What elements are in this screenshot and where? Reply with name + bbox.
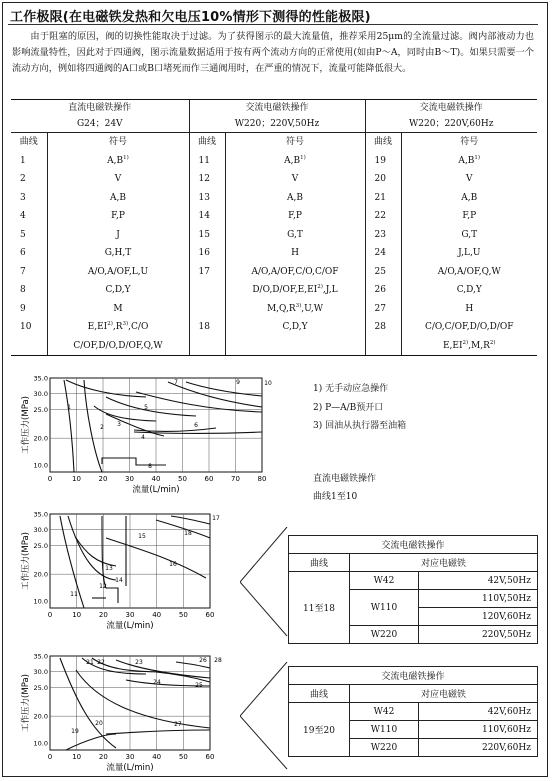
symbol-text: V: [466, 174, 473, 184]
symbol-text: J: [116, 229, 120, 240]
footnote-mark: 2): [462, 339, 469, 346]
ac50-title: 交流电磁铁操作: [289, 536, 538, 554]
ac50-spec: 120V,60Hz: [419, 608, 538, 626]
curve-cell: 15: [189, 226, 225, 245]
limit-curve: [136, 392, 262, 412]
x-tick-label: 70: [231, 475, 240, 483]
ac60-spec: 42V,60Hz: [419, 703, 538, 721]
footnote-mark: 3): [295, 302, 302, 309]
symbol-text: A,B: [461, 192, 478, 203]
symbol-text: A,B: [284, 155, 301, 166]
symbol-cell: [225, 281, 365, 300]
curve-label: 24: [153, 679, 161, 686]
x-tick-label: 40: [152, 753, 162, 761]
curve-cell: 16: [189, 244, 225, 263]
symbol-cell: [47, 318, 189, 337]
ac50-head-magnet: 对应电磁铁: [350, 554, 538, 572]
symbol-text: G,T: [461, 229, 478, 240]
header-curve: 曲线: [189, 133, 225, 152]
symbol-text: G,H,T: [104, 248, 132, 258]
limit-curve: [134, 432, 262, 434]
pointer-arrow: [240, 527, 288, 637]
dc-limits-chart: [6, 372, 286, 502]
symbol-text: H: [291, 248, 299, 258]
x-axis-title: 流量(L/min): [132, 485, 180, 495]
symbol-text: M,Q,R: [266, 303, 296, 314]
symbol-cell: [47, 189, 189, 208]
limit-curve: [66, 380, 146, 397]
symbol-cell: [47, 244, 189, 263]
symbol-cell: [47, 207, 189, 226]
intro-paragraph: 由于阻塞的原因，阀的切换性能取决于过滤。为了获得图示的最大流量值，推荐采用25μm的全流量过滤。阀内部液动力也影响流量特性，因此对于四通阀，图示流量数据适用于按有两个流动方向的正常使用(如由P～A，同时由B～T)。如果只需要一个流动方向，例如将四通阀的A口或B口堵死而作三通阀用时，在严重的情况下，流量可能降低很大。: [12, 31, 534, 74]
x-tick-label: 0: [47, 753, 53, 761]
curve-cell: 1: [20, 155, 26, 166]
symbol-cell: [225, 152, 365, 171]
symbol-cell: [47, 337, 189, 356]
symbol-text: M: [113, 303, 123, 314]
y-tick-label: 35.0: [33, 510, 48, 519]
curve-label: 26: [199, 657, 207, 664]
curve-label: 20: [95, 720, 103, 727]
symbol-cell: [47, 281, 189, 300]
ac60-head-magnet: 对应电磁铁: [350, 685, 538, 703]
curve-cell: 17: [189, 263, 225, 282]
curve-label: 16: [169, 561, 177, 568]
symbol-cell: [47, 300, 189, 319]
y-tick-label: 10.0: [33, 461, 48, 470]
note-1: 1) 无手动应急操作: [313, 384, 389, 394]
y-tick-label: 30.0: [33, 526, 48, 535]
curve-cell: [365, 337, 401, 356]
header-symbol: 符号: [225, 133, 365, 152]
y-axis-title: 工作压力(MPa): [21, 674, 31, 732]
pointer-arrow: [240, 662, 288, 770]
curve-cell: 11: [189, 152, 225, 171]
ac50-limits-chart: [6, 508, 231, 636]
ac50-code: W42: [350, 572, 419, 590]
header-symbol: 符号: [47, 133, 189, 152]
x-tick-label: 40: [152, 611, 162, 619]
x-axis-title: 流量(L/min): [106, 621, 154, 631]
symbol-text: ,M,R: [468, 340, 490, 351]
symbol-cell: [225, 170, 365, 189]
curve-label: 17: [212, 515, 220, 522]
title-rule: [8, 24, 538, 25]
footnote-mark: 2): [107, 321, 113, 327]
curve-label: 19: [71, 728, 79, 735]
curve-cell: 2: [20, 174, 26, 184]
limit-curve: [106, 538, 206, 578]
symbol-text: ,R: [112, 322, 123, 332]
symbol-cell: [401, 152, 537, 171]
group-sub-dc: G24；24V: [76, 119, 123, 129]
symbol-text: A,B: [458, 155, 475, 166]
footnote-mark: 3): [122, 321, 129, 327]
y-tick-label: 25.0: [33, 683, 48, 692]
ac50-spec: 42V,50Hz: [419, 572, 538, 590]
curve-cell: 13: [189, 189, 225, 208]
y-tick-label: 35.0: [33, 374, 48, 383]
curve-cell: 12: [189, 170, 225, 189]
x-tick-label: 80: [257, 475, 267, 483]
symbol-cell: [47, 152, 189, 171]
note-3: 3) 回油从执行器至油箱: [313, 421, 407, 431]
symbol-cell: [47, 170, 189, 189]
curve-cell: 22: [365, 207, 401, 226]
symbol-cell: [225, 300, 365, 319]
curve-label: 13: [105, 565, 113, 572]
ac60-title: 交流电磁铁操作: [289, 667, 538, 685]
ac50-magnet-table: [288, 535, 538, 644]
x-tick-label: 10: [72, 475, 81, 483]
curve-cell: 21: [365, 189, 401, 208]
curve-label: 9: [236, 379, 240, 386]
x-tick-label: 0: [47, 475, 53, 483]
curve-cell: 8: [20, 285, 26, 295]
y-tick-label: 25.0: [33, 541, 48, 550]
curve-cell: 14: [189, 207, 225, 226]
x-tick-label: 50: [178, 753, 188, 761]
symbol-text: H: [465, 303, 474, 314]
curve-cell: 3: [20, 192, 26, 203]
group-title-dc: 直流电磁铁操作: [11, 100, 189, 117]
curve-cell: 28: [365, 318, 401, 337]
y-tick-label: 10.0: [33, 739, 48, 748]
group-sub-ac50: W220；220V,50Hz: [189, 116, 365, 133]
curve-cell: [11, 337, 47, 356]
ac60-spec: 220V,60Hz: [419, 739, 538, 757]
y-tick-label: 20.0: [33, 434, 48, 443]
symbol-cell: [47, 226, 189, 245]
symbol-cell: [401, 337, 537, 356]
symbol-text: D/O,D/OF,E,EI: [252, 285, 318, 295]
y-axis-title: 工作压力(MPa): [21, 396, 31, 454]
x-tick-label: 10: [72, 753, 82, 761]
symbol-text: G,T: [287, 229, 303, 240]
symbol-text: C,D,Y: [282, 322, 308, 332]
ac60-limits-chart: [6, 650, 231, 778]
symbol-cell: [401, 263, 537, 282]
x-tick-label: 20: [98, 475, 108, 483]
group-title-ac60: 交流电磁铁操作: [365, 100, 537, 117]
symbol-cell: [401, 281, 537, 300]
curve-label: 18: [184, 530, 192, 537]
curve-cell: 5: [20, 229, 26, 240]
dc-info-line1: 直流电磁铁操作: [313, 474, 377, 484]
symbol-cell: [401, 300, 537, 319]
x-tick-label: 50: [178, 475, 187, 483]
ac60-code: W220: [350, 739, 419, 757]
limit-curve: [171, 516, 210, 524]
x-tick-label: 60: [205, 611, 215, 619]
dc-info: [313, 470, 376, 506]
group-title-ac50: 交流电磁铁操作: [189, 100, 365, 117]
curve-label: 5: [144, 404, 148, 411]
x-tick-label: 30: [125, 611, 135, 619]
symbol-text: F,P: [288, 211, 302, 221]
symbol-text: A/O,A/OF,L,U: [87, 266, 149, 277]
curve-label: 14: [115, 577, 123, 584]
symbol-cell: [225, 244, 365, 263]
curve-label: 2: [100, 424, 104, 431]
symbol-text: A/O,A/OF,C/O,C/OF: [251, 266, 339, 277]
x-tick-label: 20: [98, 753, 108, 761]
curve-label: 7: [174, 379, 178, 386]
curve-cell: [189, 281, 225, 300]
symbol-cell: [401, 207, 537, 226]
curve-cell: 24: [365, 244, 401, 263]
symbol-text: C/O,C/OF,D/O,D/OF: [425, 322, 514, 332]
x-tick-label: 30: [125, 753, 135, 761]
symbol-text: V: [291, 174, 299, 184]
curve-label: 4: [141, 434, 145, 441]
notes: [313, 380, 406, 436]
x-tick-label: 50: [178, 611, 188, 619]
symbol-text: E,EI: [87, 322, 108, 332]
curve-label: 22: [97, 659, 105, 666]
symbol-cell: [401, 226, 537, 245]
curve-label: 28: [214, 657, 222, 664]
symbol-cell: [225, 263, 365, 282]
curve-cell: 4: [20, 211, 26, 221]
limits-table: [11, 99, 537, 356]
dc-info-line2: 曲线1至10: [313, 492, 358, 502]
y-tick-label: 35.0: [33, 652, 48, 661]
ac50-curve: 11至18: [289, 572, 350, 644]
curve-cell: 9: [20, 303, 26, 314]
x-tick-label: 60: [204, 475, 214, 483]
symbol-text: C,D,Y: [456, 285, 482, 295]
symbol-text: J,L,U: [458, 248, 481, 258]
y-tick-label: 20.0: [33, 712, 48, 721]
header-curve: 曲线: [365, 133, 401, 152]
footnote-mark: 2): [489, 339, 496, 346]
footnote-mark: 1): [123, 154, 129, 161]
symbol-cell: [401, 170, 537, 189]
symbol-cell: [401, 318, 537, 337]
y-axis-title: 工作压力(MPa): [21, 532, 31, 590]
footnote-mark: 1): [300, 154, 306, 161]
curve-cell: 19: [365, 152, 401, 171]
x-tick-label: 10: [72, 611, 82, 619]
curve-label: 21: [86, 659, 94, 666]
symbol-text: E,EI: [442, 340, 463, 351]
curve-cell: 26: [365, 281, 401, 300]
curve-cell: 20: [365, 170, 401, 189]
curve-cell: 7: [20, 266, 26, 277]
ac50-head-curve: 曲线: [289, 554, 350, 572]
symbol-cell: [225, 189, 365, 208]
symbol-cell: [225, 337, 365, 356]
curve-label: 1: [67, 404, 71, 411]
curve-cell: 18: [189, 318, 225, 337]
curve-label: 11: [70, 591, 78, 598]
y-tick-label: 25.0: [33, 405, 48, 414]
curve-label: 6: [194, 422, 198, 429]
symbol-cell: [401, 189, 537, 208]
curve-cell: 23: [365, 226, 401, 245]
curve-label: 12: [99, 583, 107, 590]
symbol-text: ,C/O: [128, 322, 149, 332]
ac50-code: W220: [350, 626, 419, 644]
x-tick-label: 40: [151, 475, 161, 483]
curve-cell: 6: [20, 248, 26, 258]
curve-label: 23: [135, 659, 143, 666]
symbol-text: C,D,Y: [105, 285, 131, 295]
symbol-cell: [225, 207, 365, 226]
ac60-head-curve: 曲线: [289, 685, 350, 703]
y-tick-label: 10.0: [33, 597, 48, 606]
limit-curve: [156, 520, 210, 538]
symbol-cell: [47, 263, 189, 282]
symbol-text: ,J,L: [322, 285, 338, 295]
curve-label: 15: [138, 533, 146, 540]
curve-cell: 25: [365, 263, 401, 282]
curve-label: 8: [148, 463, 152, 470]
ac50-code: W110: [350, 590, 419, 626]
footnote-mark: 1): [474, 154, 481, 161]
curve-label: 27: [174, 721, 182, 728]
symbol-text: F,P: [111, 211, 125, 221]
curve-cell: [189, 300, 225, 319]
ac50-spec: 220V,50Hz: [419, 626, 538, 644]
x-tick-label: 20: [98, 611, 108, 619]
curve-cell: [189, 337, 225, 356]
curve-label: 25: [195, 682, 203, 689]
ac60-curve: 19至20: [289, 703, 350, 757]
curve-label: 3: [117, 421, 121, 428]
group-sub-ac60: W220；220V,60Hz: [365, 116, 537, 133]
x-tick-label: 30: [125, 475, 134, 483]
ac60-spec: 110V,60Hz: [419, 721, 538, 739]
y-tick-label: 30.0: [33, 390, 48, 399]
header-curve: 曲线: [11, 133, 47, 152]
ac60-code: W110: [350, 721, 419, 739]
curve-label: 10: [264, 380, 272, 387]
x-tick-label: 60: [205, 753, 215, 761]
y-tick-label: 30.0: [33, 668, 48, 677]
symbol-text: A,B: [110, 192, 126, 203]
symbol-text: C/OF,D/O,D/OF,Q,W: [73, 340, 163, 351]
limit-curve: [134, 428, 216, 431]
page-title: 工作极限(在电磁铁发热和欠电压10%情形下测得的性能极限): [10, 10, 371, 25]
symbol-cell: [225, 226, 365, 245]
curve-cell: 27: [365, 300, 401, 319]
limit-curve: [102, 458, 166, 465]
ac60-magnet-table: [288, 666, 538, 757]
header-symbol: 符号: [401, 133, 537, 152]
y-tick-label: 20.0: [33, 570, 48, 579]
ac50-spec: 110V,50Hz: [419, 590, 538, 608]
x-axis-title: 流量(L/min): [106, 763, 154, 773]
curve-cell: 10: [20, 322, 32, 332]
symbol-text: F,P: [462, 211, 477, 221]
limit-curve: [106, 730, 210, 734]
note-2: 2) P—A/B预开口: [313, 402, 384, 413]
symbol-cell: [225, 318, 365, 337]
x-tick-label: 0: [47, 611, 53, 619]
symbol-cell: [401, 244, 537, 263]
symbol-text: A,B: [287, 192, 303, 203]
symbol-text: A,B: [107, 155, 124, 166]
ac60-code: W42: [350, 703, 419, 721]
symbol-text: ,U,W: [301, 303, 324, 314]
symbol-text: A/O,A/OF,Q,W: [437, 266, 501, 277]
footnote-mark: 2): [317, 284, 323, 290]
symbol-text: V: [114, 174, 122, 184]
